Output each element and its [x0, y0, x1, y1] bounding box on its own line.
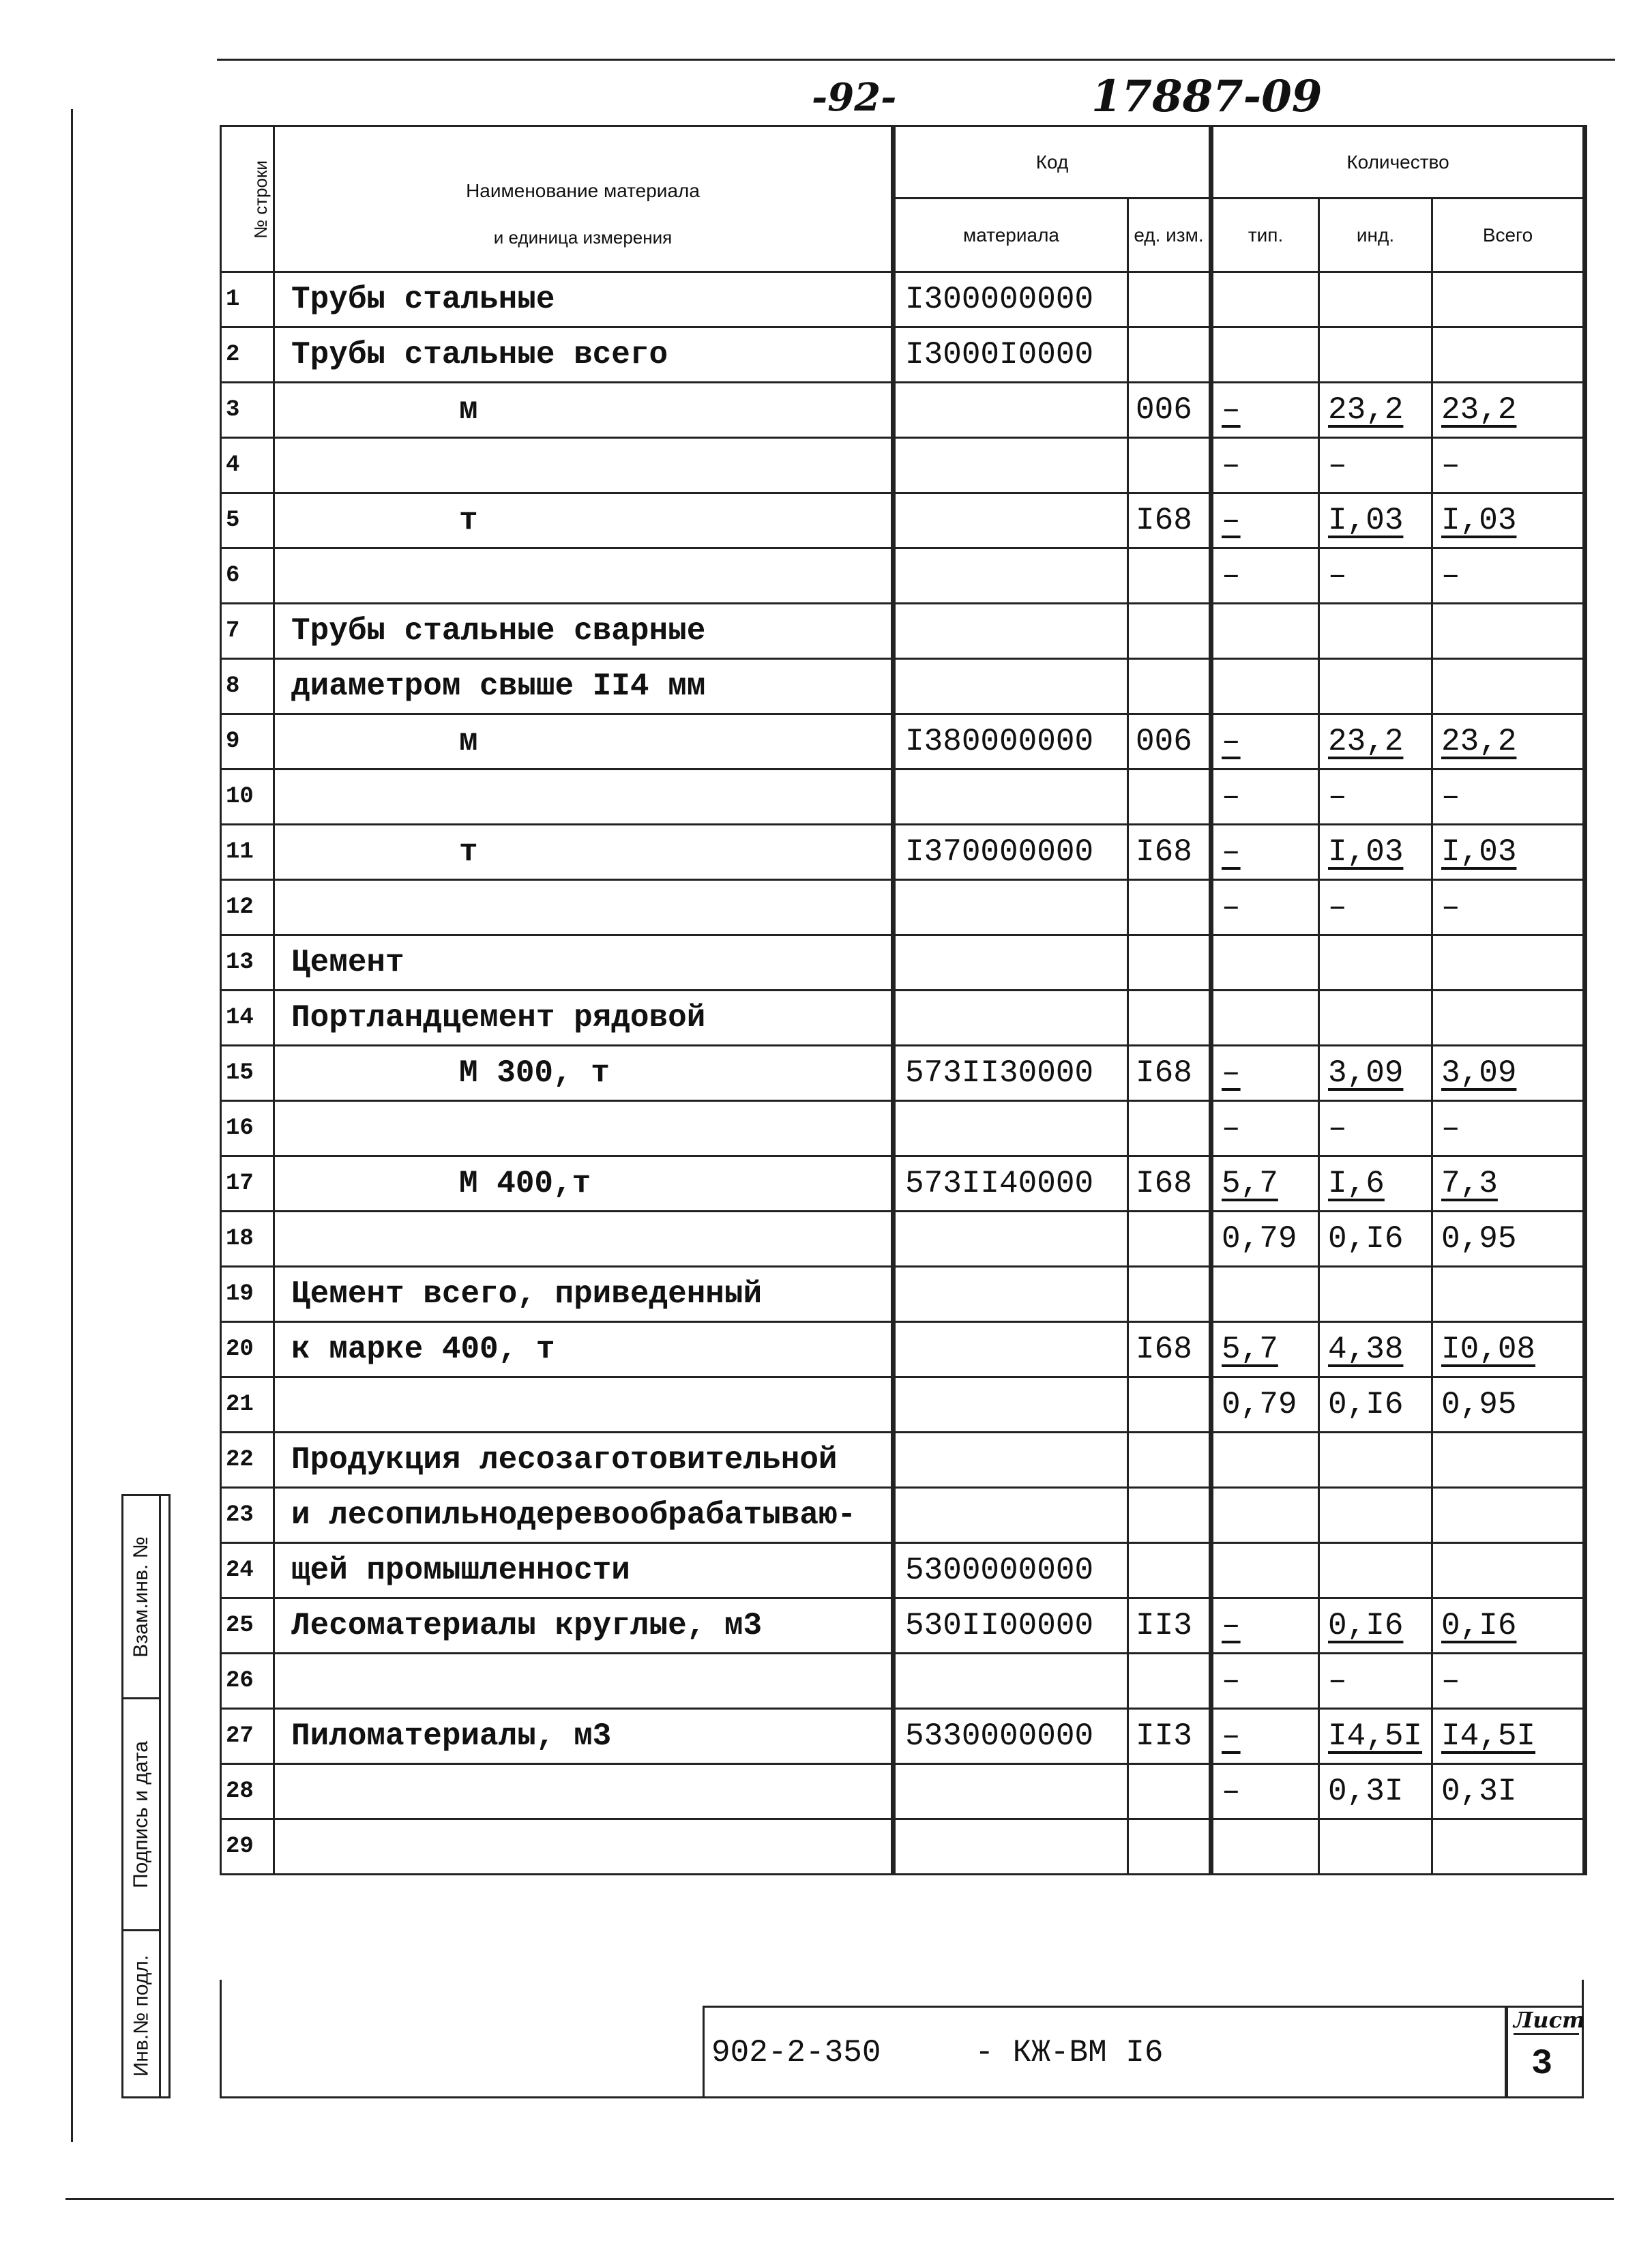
unit-code	[1128, 659, 1211, 714]
material-name: м	[274, 383, 894, 438]
qty-typ: 0,79	[1211, 1377, 1319, 1433]
material-name	[274, 438, 894, 493]
qty-total: 23,2	[1432, 383, 1585, 438]
qty-typ: –	[1211, 880, 1319, 935]
header-qty-ind: инд.	[1319, 199, 1432, 272]
header-code-unit: ед. изм.	[1128, 199, 1211, 272]
unit-code	[1128, 438, 1211, 493]
material-code: I3000I0000	[894, 327, 1128, 383]
qty-total	[1432, 1819, 1585, 1875]
material-code	[894, 493, 1128, 548]
top-rule	[217, 59, 1615, 61]
row-number: 19	[221, 1267, 274, 1322]
qty-total	[1432, 1488, 1585, 1543]
row-number: 16	[221, 1101, 274, 1156]
qty-typ	[1211, 991, 1319, 1046]
material-code	[894, 438, 1128, 493]
table-row	[221, 1322, 1585, 1377]
row-number: 2	[221, 327, 274, 383]
table-row	[221, 383, 1585, 438]
unit-code	[1128, 1819, 1211, 1875]
table-row	[221, 1764, 1585, 1819]
qty-total	[1432, 991, 1585, 1046]
table-row	[221, 825, 1585, 880]
row-number: 28	[221, 1764, 274, 1819]
table-row	[221, 1212, 1585, 1267]
material-code: 573II40000	[894, 1156, 1128, 1212]
qty-ind	[1319, 272, 1432, 327]
qty-typ: –	[1211, 1046, 1319, 1101]
material-code: I300000000	[894, 272, 1128, 327]
material-code: 573II30000	[894, 1046, 1128, 1101]
table-row	[221, 1709, 1585, 1764]
material-name	[274, 1654, 894, 1709]
qty-typ: –	[1211, 493, 1319, 548]
qty-total	[1432, 1267, 1585, 1322]
table-row	[221, 548, 1585, 604]
material-name: Цемент	[274, 935, 894, 991]
row-number: 13	[221, 935, 274, 991]
qty-typ	[1211, 1433, 1319, 1488]
header-quantity: Количество	[1211, 126, 1585, 199]
table-row	[221, 1046, 1585, 1101]
table-row	[221, 1654, 1585, 1709]
qty-total: –	[1432, 438, 1585, 493]
row-number: 17	[221, 1156, 274, 1212]
qty-ind: –	[1319, 1101, 1432, 1156]
qty-ind: 0,I6	[1319, 1212, 1432, 1267]
qty-ind: 0,I6	[1319, 1377, 1432, 1433]
table-row	[221, 714, 1585, 770]
table-row	[221, 880, 1585, 935]
title-block-inner	[703, 2006, 1582, 2098]
qty-total	[1432, 272, 1585, 327]
unit-code	[1128, 770, 1211, 825]
material-name	[274, 548, 894, 604]
qty-ind: –	[1319, 1654, 1432, 1709]
material-name	[274, 1764, 894, 1819]
table-row	[221, 327, 1585, 383]
qty-total: –	[1432, 1101, 1585, 1156]
qty-typ: –	[1211, 438, 1319, 493]
row-number: 10	[221, 770, 274, 825]
material-name	[274, 1377, 894, 1433]
unit-code	[1128, 1212, 1211, 1267]
row-number: 23	[221, 1488, 274, 1543]
qty-typ	[1211, 327, 1319, 383]
qty-total: I4,5I	[1432, 1709, 1585, 1764]
table-row	[221, 438, 1585, 493]
qty-ind: –	[1319, 548, 1432, 604]
material-code	[894, 1377, 1128, 1433]
material-code	[894, 383, 1128, 438]
row-number: 8	[221, 659, 274, 714]
row-number: 11	[221, 825, 274, 880]
qty-total: 0,95	[1432, 1377, 1585, 1433]
material-code	[894, 1101, 1128, 1156]
unit-code	[1128, 1267, 1211, 1322]
qty-ind	[1319, 991, 1432, 1046]
project-number: 17887-09	[1091, 71, 1323, 122]
qty-typ	[1211, 659, 1319, 714]
qty-total	[1432, 1433, 1585, 1488]
qty-typ: –	[1211, 770, 1319, 825]
material-name: Портландцемент рядовой	[274, 991, 894, 1046]
qty-total	[1432, 327, 1585, 383]
stamp-signature-date: Подпись и дата	[123, 1697, 159, 1929]
row-number: 15	[221, 1046, 274, 1101]
unit-code	[1128, 1433, 1211, 1488]
qty-typ: 5,7	[1211, 1322, 1319, 1377]
material-name: Продукция лесозаготовительной	[274, 1433, 894, 1488]
qty-typ: –	[1211, 1598, 1319, 1654]
row-number: 29	[221, 1819, 274, 1875]
table-row	[221, 659, 1585, 714]
material-name: М 400,т	[274, 1156, 894, 1212]
unit-code	[1128, 548, 1211, 604]
table-row	[221, 991, 1585, 1046]
row-number: 24	[221, 1543, 274, 1598]
row-number: 25	[221, 1598, 274, 1654]
material-code: 5330000000	[894, 1709, 1128, 1764]
stamp-inv-no: Инв.№ подл.	[123, 1929, 159, 2100]
table-row	[221, 1819, 1585, 1875]
header-material-name: Наименование материала и единица измерения	[274, 126, 894, 272]
row-number: 4	[221, 438, 274, 493]
table-row	[221, 1101, 1585, 1156]
sheet-number: 3	[1531, 2044, 1553, 2084]
unit-code	[1128, 935, 1211, 991]
unit-code: I68	[1128, 1046, 1211, 1101]
qty-ind	[1319, 1488, 1432, 1543]
table-row	[221, 1156, 1585, 1212]
header-qty-typ: тип.	[1211, 199, 1319, 272]
row-number: 5	[221, 493, 274, 548]
unit-code: I68	[1128, 1156, 1211, 1212]
unit-code	[1128, 991, 1211, 1046]
unit-code	[1128, 327, 1211, 383]
table-row	[221, 1543, 1585, 1598]
unit-code	[1128, 1101, 1211, 1156]
row-number: 18	[221, 1212, 274, 1267]
material-code	[894, 770, 1128, 825]
qty-total: I,03	[1432, 825, 1585, 880]
qty-ind: I4,5I	[1319, 1709, 1432, 1764]
qty-typ	[1211, 1819, 1319, 1875]
qty-total: –	[1432, 548, 1585, 604]
qty-typ: –	[1211, 1764, 1319, 1819]
unit-code: II3	[1128, 1598, 1211, 1654]
row-number: 9	[221, 714, 274, 770]
row-number: 7	[221, 604, 274, 659]
qty-total: 0,3I	[1432, 1764, 1585, 1819]
material-code	[894, 1488, 1128, 1543]
qty-typ: –	[1211, 383, 1319, 438]
material-code	[894, 548, 1128, 604]
qty-typ	[1211, 1267, 1319, 1322]
unit-code	[1128, 880, 1211, 935]
unit-code: II3	[1128, 1709, 1211, 1764]
material-name: М 300, т	[274, 1046, 894, 1101]
row-number: 14	[221, 991, 274, 1046]
qty-ind: 23,2	[1319, 714, 1432, 770]
material-code	[894, 880, 1128, 935]
qty-ind	[1319, 1267, 1432, 1322]
table-row	[221, 604, 1585, 659]
qty-total: 0,95	[1432, 1212, 1585, 1267]
material-name: Цемент всего, приведенный	[274, 1267, 894, 1322]
table-row	[221, 770, 1585, 825]
qty-typ: –	[1211, 548, 1319, 604]
qty-ind	[1319, 327, 1432, 383]
qty-total: 3,09	[1432, 1046, 1585, 1101]
qty-ind	[1319, 1543, 1432, 1598]
qty-total: 0,I6	[1432, 1598, 1585, 1654]
material-name	[274, 1101, 894, 1156]
row-number: 20	[221, 1322, 274, 1377]
qty-typ: –	[1211, 714, 1319, 770]
qty-typ	[1211, 935, 1319, 991]
header-code-material: материала	[894, 199, 1128, 272]
row-number: 26	[221, 1654, 274, 1709]
row-number: 3	[221, 383, 274, 438]
bottom-rule	[65, 2198, 1614, 2200]
material-name	[274, 880, 894, 935]
page-number: -92-	[812, 75, 897, 120]
qty-ind	[1319, 1433, 1432, 1488]
material-name: Трубы стальные всего	[274, 327, 894, 383]
qty-ind: I,03	[1319, 493, 1432, 548]
material-code: I380000000	[894, 714, 1128, 770]
material-name: Трубы стальные сварные	[274, 604, 894, 659]
material-code	[894, 1764, 1128, 1819]
qty-typ: –	[1211, 1709, 1319, 1764]
header-code: Код	[894, 126, 1211, 199]
material-code	[894, 1322, 1128, 1377]
material-name: м	[274, 714, 894, 770]
material-name: Пиломатериалы, м3	[274, 1709, 894, 1764]
qty-total	[1432, 1543, 1585, 1598]
qty-ind	[1319, 1819, 1432, 1875]
unit-code: I68	[1128, 493, 1211, 548]
qty-typ: –	[1211, 1101, 1319, 1156]
unit-code	[1128, 272, 1211, 327]
table-row	[221, 1377, 1585, 1433]
qty-total: –	[1432, 880, 1585, 935]
unit-code: I68	[1128, 825, 1211, 880]
qty-total	[1432, 659, 1585, 714]
material-name: щей промышленности	[274, 1543, 894, 1598]
header-row-number: № строки	[221, 126, 274, 272]
qty-ind: 4,38	[1319, 1322, 1432, 1377]
unit-code	[1128, 1764, 1211, 1819]
qty-ind: 23,2	[1319, 383, 1432, 438]
table-row	[221, 1488, 1585, 1543]
row-number: 6	[221, 548, 274, 604]
unit-code	[1128, 604, 1211, 659]
material-code	[894, 1212, 1128, 1267]
material-code	[894, 1433, 1128, 1488]
qty-ind	[1319, 604, 1432, 659]
material-code	[894, 659, 1128, 714]
row-number: 21	[221, 1377, 274, 1433]
qty-typ	[1211, 1543, 1319, 1598]
row-number: 22	[221, 1433, 274, 1488]
materials-table-body	[221, 272, 1585, 1875]
qty-ind: I,6	[1319, 1156, 1432, 1212]
unit-code: I68	[1128, 1322, 1211, 1377]
qty-typ	[1211, 1488, 1319, 1543]
material-name: к марке 400, т	[274, 1322, 894, 1377]
material-name	[274, 1819, 894, 1875]
table-row	[221, 935, 1585, 991]
sheet-box	[1505, 2006, 1584, 2098]
qty-total: –	[1432, 770, 1585, 825]
table-row	[221, 1598, 1585, 1654]
material-name: Лесоматериалы круглые, м3	[274, 1598, 894, 1654]
left-margin-rule	[71, 109, 73, 2142]
side-stamp	[121, 1494, 171, 2098]
material-code: 530II00000	[894, 1598, 1128, 1654]
unit-code	[1128, 1377, 1211, 1433]
material-name: и лесопильнодеревообрабатываю-	[274, 1488, 894, 1543]
qty-ind: –	[1319, 770, 1432, 825]
unit-code	[1128, 1543, 1211, 1598]
qty-ind: –	[1319, 880, 1432, 935]
unit-code: 006	[1128, 383, 1211, 438]
qty-total: I0,08	[1432, 1322, 1585, 1377]
material-name	[274, 1212, 894, 1267]
qty-ind: 3,09	[1319, 1046, 1432, 1101]
qty-total: 23,2	[1432, 714, 1585, 770]
materials-table	[220, 125, 1587, 1875]
qty-total	[1432, 604, 1585, 659]
qty-typ: –	[1211, 1654, 1319, 1709]
qty-typ	[1211, 604, 1319, 659]
qty-total: I,03	[1432, 493, 1585, 548]
material-code	[894, 935, 1128, 991]
qty-typ	[1211, 272, 1319, 327]
material-name	[274, 770, 894, 825]
header-qty-total: Всего	[1432, 199, 1585, 272]
sheet-label: Лист	[1514, 2007, 1579, 2035]
qty-ind: 0,3I	[1319, 1764, 1432, 1819]
stamp-replace-inv: Взам.инв. №	[130, 1536, 152, 1658]
qty-typ: –	[1211, 825, 1319, 880]
qty-total: 7,3	[1432, 1156, 1585, 1212]
qty-ind: –	[1319, 438, 1432, 493]
row-number: 27	[221, 1709, 274, 1764]
table-row	[221, 493, 1585, 548]
unit-code	[1128, 1488, 1211, 1543]
material-code	[894, 1267, 1128, 1322]
qty-ind	[1319, 935, 1432, 991]
material-code	[894, 1654, 1128, 1709]
unit-code	[1128, 1654, 1211, 1709]
qty-typ: 0,79	[1211, 1212, 1319, 1267]
qty-ind	[1319, 659, 1432, 714]
qty-typ: 5,7	[1211, 1156, 1319, 1212]
material-name: т	[274, 825, 894, 880]
table-row	[221, 1433, 1585, 1488]
qty-total: –	[1432, 1654, 1585, 1709]
material-name: т	[274, 493, 894, 548]
material-name: диаметром свыше II4 мм	[274, 659, 894, 714]
qty-ind: I,03	[1319, 825, 1432, 880]
material-name: Трубы стальные	[274, 272, 894, 327]
unit-code: 006	[1128, 714, 1211, 770]
material-code	[894, 1819, 1128, 1875]
table-row	[221, 272, 1585, 327]
qty-ind: 0,I6	[1319, 1598, 1432, 1654]
row-number: 1	[221, 272, 274, 327]
material-code	[894, 991, 1128, 1046]
table-row	[221, 1267, 1585, 1322]
document-designation: 902-2-350 - КЖ-ВМ I6	[711, 2035, 1164, 2070]
qty-total	[1432, 935, 1585, 991]
row-number: 12	[221, 880, 274, 935]
material-code: 5300000000	[894, 1543, 1128, 1598]
material-code	[894, 604, 1128, 659]
material-code: I370000000	[894, 825, 1128, 880]
